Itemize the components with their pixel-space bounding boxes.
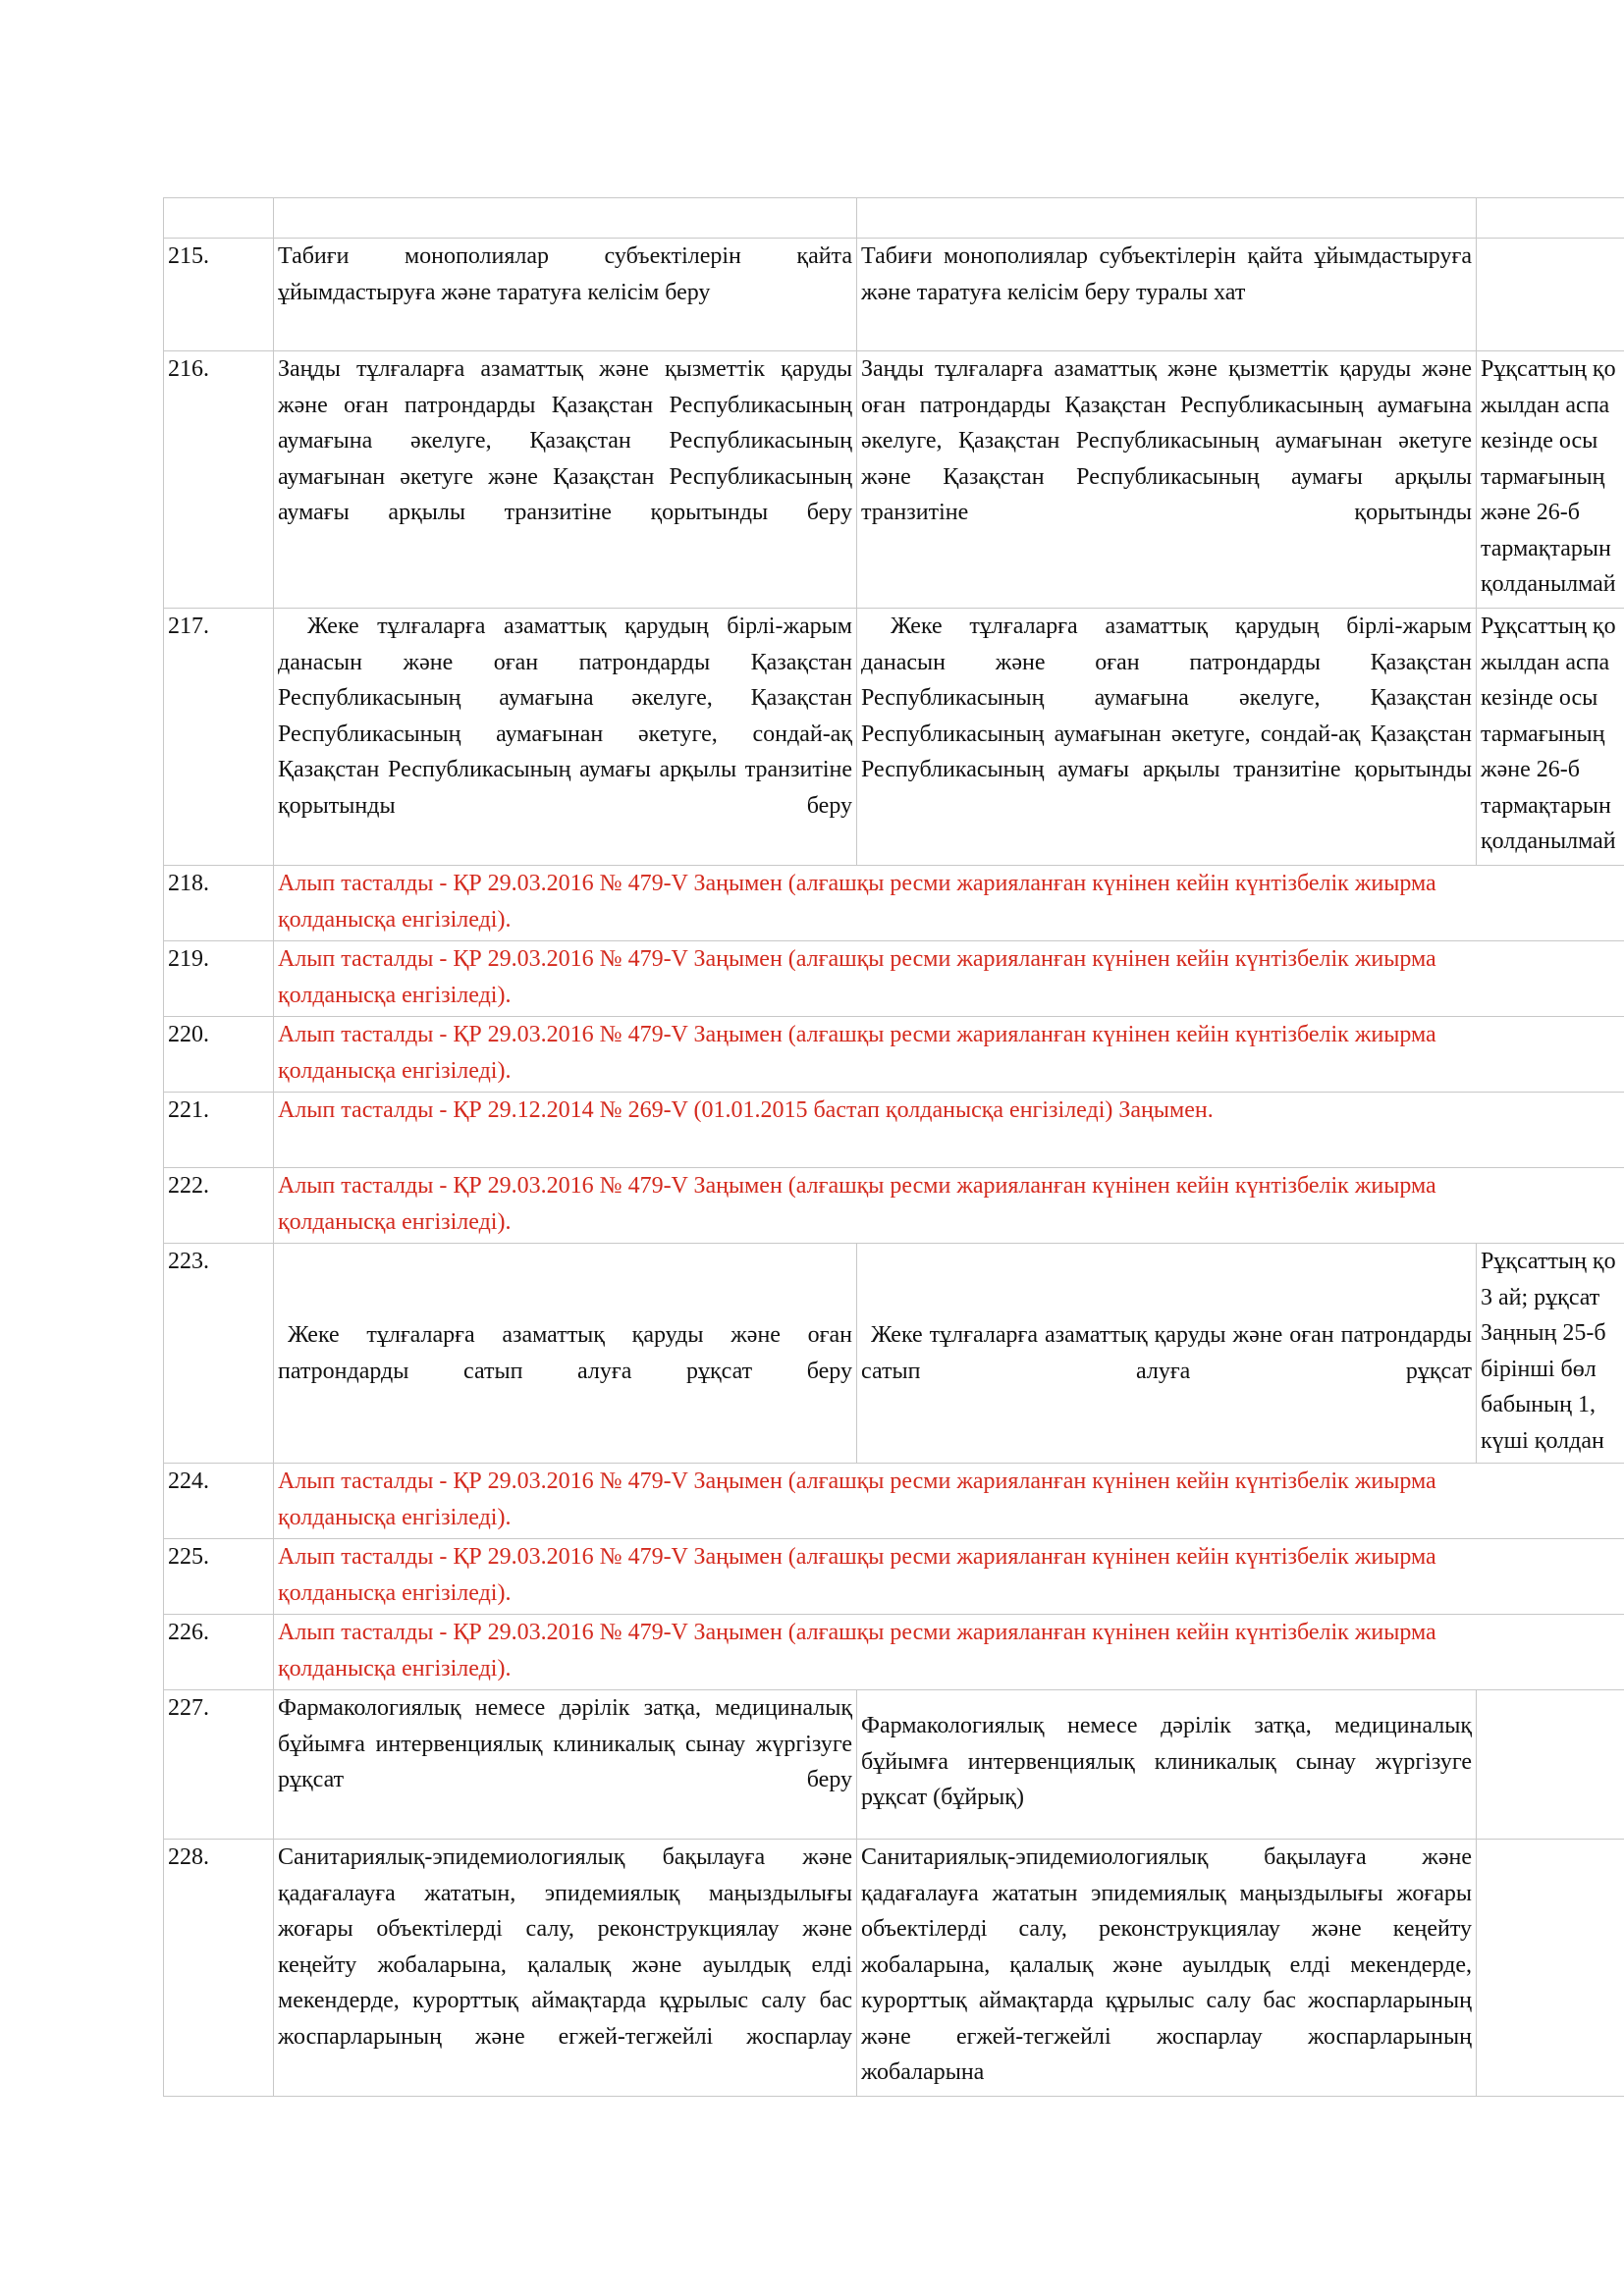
table-row xyxy=(164,609,1624,866)
service-document: Санитариялық-эпидемиологиялық бақылауға және қадағалауға жататын эпидемиялық маңыздылығы жоғары объектілерді салу, реконструкциялау және кеңейту жобаларына, қалалық және ауылдық елді мекендерде, курорттық аймақтарда құрылыс салу бас жоспарларының және егжей-тегжейлі жоспарлау жоспарларының жобаларына xyxy=(857,1840,1477,2097)
service-name: Жеке тұлғаларға азаматтық қаруды және оған патрондарды сатып алуға рұқсат беру xyxy=(274,1244,857,1464)
table-row xyxy=(164,941,1624,1017)
service-document: Жеке тұлғаларға азаматтық қаруды және оған патрондарды сатып алуға рұқсат xyxy=(857,1244,1477,1464)
table-cell xyxy=(857,198,1477,239)
repealed-note xyxy=(274,1464,1624,1539)
table-header-row xyxy=(164,198,1624,239)
row-number: 220. xyxy=(164,1017,274,1093)
row-number: 226. xyxy=(164,1615,274,1690)
note-line: бірінші бөл xyxy=(1481,1356,1597,1382)
service-document: Табиғи монополиялар субъектілерін қайта ұйымдастыруға және таратуға келісім беру туралы хат xyxy=(857,239,1477,351)
row-number: 227. xyxy=(164,1690,274,1840)
row-number: 219. xyxy=(164,941,274,1017)
repealed-line: Алып тасталды - ҚР 29.03.2016 № 479-V Заңымен (алғашқы ресми жарияланған күнінен кейін күнтізбелік жиырма xyxy=(278,1468,1436,1494)
row-number: 218. xyxy=(164,866,274,941)
row-number: 221. xyxy=(164,1093,274,1168)
note-line: 3 ай; рұқсат xyxy=(1481,1284,1600,1310)
table-cell xyxy=(274,198,857,239)
table-cell xyxy=(1477,239,1624,351)
note-line: кезінде осы xyxy=(1481,685,1598,711)
note-line: қолданылмай xyxy=(1481,828,1616,854)
table-cell xyxy=(1477,198,1624,239)
repealed-line: Алып тасталды - ҚР 29.03.2016 № 479-V Заңымен (алғашқы ресми жарияланған күнінен кейін күнтізбелік жиырма xyxy=(278,1620,1436,1645)
note-line: және 26-б xyxy=(1481,757,1580,782)
repealed-note xyxy=(274,1017,1624,1093)
note-line: қолданылмай xyxy=(1481,571,1616,597)
service-document: Фармакологиялық немесе дәрілік затқа, медициналық бұйымға интервенциялық клиникалық сынау жүргізуге рұқсат (бұйрық) xyxy=(857,1690,1477,1840)
table-cell xyxy=(1477,1840,1624,2097)
validity-note xyxy=(1477,1244,1624,1464)
repealed-note xyxy=(274,1615,1624,1690)
service-name: Жеке тұлғаларға азаматтық қарудың бірлі-жарым данасын және оған патрондарды Қазақстан Республикасының аумағына әкелуге, Қазақстан Республикасының аумағынан әкетуге, сондай-ақ Қазақстан Республикасының аумағы арқылы транзитіне қорытынды беру xyxy=(274,609,857,866)
note-line: жылдан аспа xyxy=(1481,649,1610,675)
note-line: тармақтарын xyxy=(1481,792,1611,819)
validity-note xyxy=(1477,351,1624,609)
repealed-line: Алып тасталды - ҚР 29.03.2016 № 479-V Заңымен (алғашқы ресми жарияланған күнінен кейін күнтізбелік жиырма xyxy=(278,1544,1436,1570)
repealed-note xyxy=(274,1093,1624,1168)
row-number: 224. xyxy=(164,1464,274,1539)
repealed-line: қолданысқа енгізіледі). xyxy=(278,982,512,1008)
services-table xyxy=(163,197,1624,2097)
repealed-note xyxy=(274,866,1624,941)
row-number: 223. xyxy=(164,1244,274,1464)
table-row xyxy=(164,1539,1624,1615)
repealed-line: қолданысқа енгізіледі). xyxy=(278,1579,512,1606)
table-cell xyxy=(164,198,274,239)
repealed-line: қолданысқа енгізіледі). xyxy=(278,1655,512,1682)
note-line: бабының 1, xyxy=(1481,1392,1597,1417)
table-row xyxy=(164,1464,1624,1539)
note-line: Рұқсаттың қо xyxy=(1481,356,1616,382)
row-number: 215. xyxy=(164,239,274,351)
service-name: Санитариялық-эпидемиологиялық бақылауға және қадағалауға жататын, эпидемиялық маңыздылығы жоғары объектілерді салу, реконструкциялау және кеңейту жобаларына, қалалық және ауылдық елді мекендерде, курорттық аймақтарда құрылыс салу бас жоспарларының және егжей-тегжейлі жоспарлау xyxy=(274,1840,857,2097)
repealed-line: қолданысқа енгізіледі). xyxy=(278,906,512,933)
service-name: Фармакологиялық немесе дәрілік затқа, медициналық бұйымға интервенциялық клиникалық сынау жүргізуге рұқсат беру xyxy=(274,1690,857,1840)
note-line: Рұқсаттың қо xyxy=(1481,1249,1616,1274)
table-row xyxy=(164,1690,1624,1840)
table-row xyxy=(164,1840,1624,2097)
table-row xyxy=(164,1093,1624,1168)
row-number: 216. xyxy=(164,351,274,609)
note-line: Рұқсаттың қо xyxy=(1481,614,1616,639)
row-number: 222. xyxy=(164,1168,274,1244)
table-row xyxy=(164,351,1624,609)
repealed-line: Алып тасталды - ҚР 29.12.2014 № 269-V (01.01.2015 бастап қолданысқа енгізіледі) Заңымен. xyxy=(278,1097,1214,1123)
table-row xyxy=(164,1168,1624,1244)
repealed-note xyxy=(274,1539,1624,1615)
note-line: тармағының xyxy=(1481,463,1605,490)
repealed-line: Алып тасталды - ҚР 29.03.2016 № 479-V Заңымен (алғашқы ресми жарияланған күнінен кейін күнтізбелік жиырма xyxy=(278,871,1436,896)
note-line: және 26-б xyxy=(1481,500,1580,525)
note-line: Заңның 25-б xyxy=(1481,1320,1606,1346)
table-row xyxy=(164,1244,1624,1464)
service-name: Табиғи монополиялар субъектілерін қайта ұйымдастыруға және таратуға келісім беру xyxy=(274,239,857,351)
table-row xyxy=(164,1017,1624,1093)
table-cell xyxy=(1477,1690,1624,1840)
service-name: Заңды тұлғаларға азаматтық және қызметтік қаруды және оған патрондарды Қазақстан Республикасының аумағына әкелуге, Қазақстан Республикасының аумағынан әкетуге және Қазақстан Республикасының аумағы арқылы транзитіне қорытынды беру xyxy=(274,351,857,609)
table-row xyxy=(164,1615,1624,1690)
validity-note xyxy=(1477,609,1624,866)
repealed-line: қолданысқа енгізіледі). xyxy=(278,1057,512,1084)
repealed-line: қолданысқа енгізіледі). xyxy=(278,1208,512,1235)
note-line: тармағының xyxy=(1481,721,1605,747)
row-number: 225. xyxy=(164,1539,274,1615)
note-line: күші қолдан xyxy=(1481,1427,1604,1454)
table-row xyxy=(164,866,1624,941)
repealed-line: Алып тасталды - ҚР 29.03.2016 № 479-V Заңымен (алғашқы ресми жарияланған күнінен кейін күнтізбелік жиырма xyxy=(278,946,1436,972)
service-document: Заңды тұлғаларға азаматтық және қызметтік қаруды және оған патрондарды Қазақстан Республикасының аумағына әкелуге, Қазақстан Республикасының аумағынан әкетуге және Қазақстан Республикасының аумағы арқылы транзитіне қорытынды xyxy=(857,351,1477,609)
note-line: кезінде осы xyxy=(1481,428,1598,454)
repealed-line: Алып тасталды - ҚР 29.03.2016 № 479-V Заңымен (алғашқы ресми жарияланған күнінен кейін күнтізбелік жиырма xyxy=(278,1173,1436,1199)
row-number: 217. xyxy=(164,609,274,866)
repealed-line: қолданысқа енгізіледі). xyxy=(278,1504,512,1530)
repealed-line: Алып тасталды - ҚР 29.03.2016 № 479-V Заңымен (алғашқы ресми жарияланған күнінен кейін күнтізбелік жиырма xyxy=(278,1022,1436,1047)
repealed-note xyxy=(274,1168,1624,1244)
row-number: 228. xyxy=(164,1840,274,2097)
note-line: жылдан аспа xyxy=(1481,392,1610,418)
note-line: тармақтарын xyxy=(1481,535,1611,561)
service-document: Жеке тұлғаларға азаматтық қарудың бірлі-жарым данасын және оған патрондарды Қазақстан Республикасының аумағына әкелуге, Қазақстан Республикасының аумағынан әкетуге, сондай-ақ Қазақстан Республикасының аумағы арқылы транзитіне қорытынды xyxy=(857,609,1477,866)
table-row xyxy=(164,239,1624,351)
repealed-note xyxy=(274,941,1624,1017)
